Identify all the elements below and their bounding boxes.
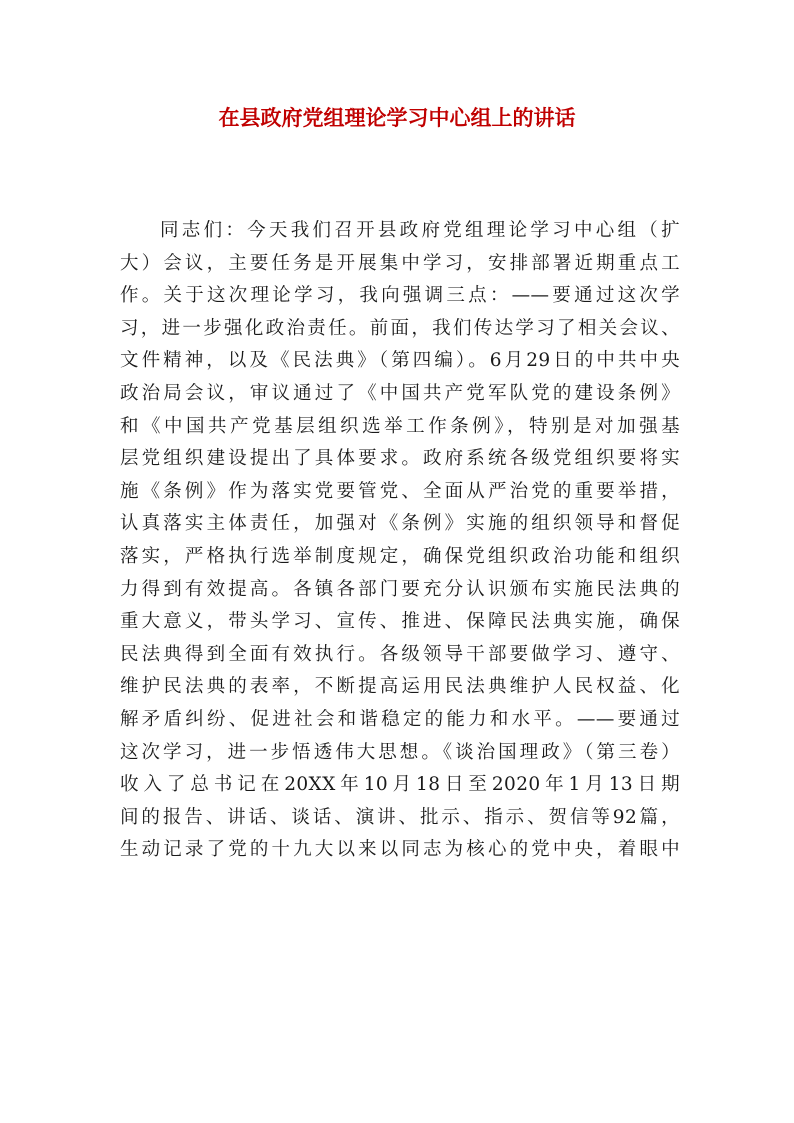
body-line: 重大意义，带头学习、宣传、推进、保障民法典实施，确保 — [120, 611, 680, 633]
body-line: 收入了总书记在20XX年10月18日至2020年1月13日期 — [120, 774, 680, 796]
body-line: 作。关于这次理论学习，我向强调三点：——要通过这次学 — [120, 285, 680, 307]
body-line: 施《条例》作为落实党要管党、全面从严治党的重要举措， — [120, 480, 680, 502]
body-line: 力得到有效提高。各镇各部门要充分认识颁布实施民法典的 — [120, 578, 680, 600]
body-line: 民法典得到全面有效执行。各级领导干部要做学习、遵守、 — [120, 643, 680, 665]
body-line: 和《中国共产党基层组织选举工作条例》，特别是对加强基 — [120, 415, 680, 437]
body-line: 认真落实主体责任，加强对《条例》实施的组织领导和督促 — [120, 513, 680, 535]
document-title: 在县政府党组理论学习中心组上的讲话 — [218, 105, 576, 130]
body-line: 习，进一步强化政治责任。前面，我们传达学习了相关会议、 — [120, 317, 680, 339]
body-line: 大）会议，主要任务是开展集中学习，安排部署近期重点工 — [120, 252, 680, 274]
body-line: 落实，严格执行选举制度规定，确保党组织政治功能和组织 — [120, 545, 680, 567]
body-line: 间的报告、讲话、谈话、演讲、批示、指示、贺信等92篇， — [120, 806, 680, 828]
body-line: 生动记录了党的十九大以来以同志为核心的党中央，着眼中 — [120, 839, 680, 861]
body-line: 同志们：今天我们召开县政府党组理论学习中心组（扩 — [160, 220, 680, 241]
body-line: 这次学习，进一步悟透伟大思想。《谈治国理政》（第三卷） — [120, 741, 680, 763]
body-line: 层党组织建设提出了具体要求。政府系统各级党组织要将实 — [120, 448, 680, 470]
body-line: 解矛盾纠纷、促进社会和谐稳定的能力和水平。——要通过 — [120, 708, 680, 730]
body-line: 文件精神，以及《民法典》（第四编）。6月29日的中共中央 — [120, 350, 680, 372]
speech-body — [120, 215, 680, 867]
body-line: 维护民法典的表率，不断提高运用民法典维护人民权益、化 — [120, 676, 680, 698]
body-line: 政治局会议，审议通过了《中国共产党军队党的建设条例》 — [120, 382, 680, 404]
